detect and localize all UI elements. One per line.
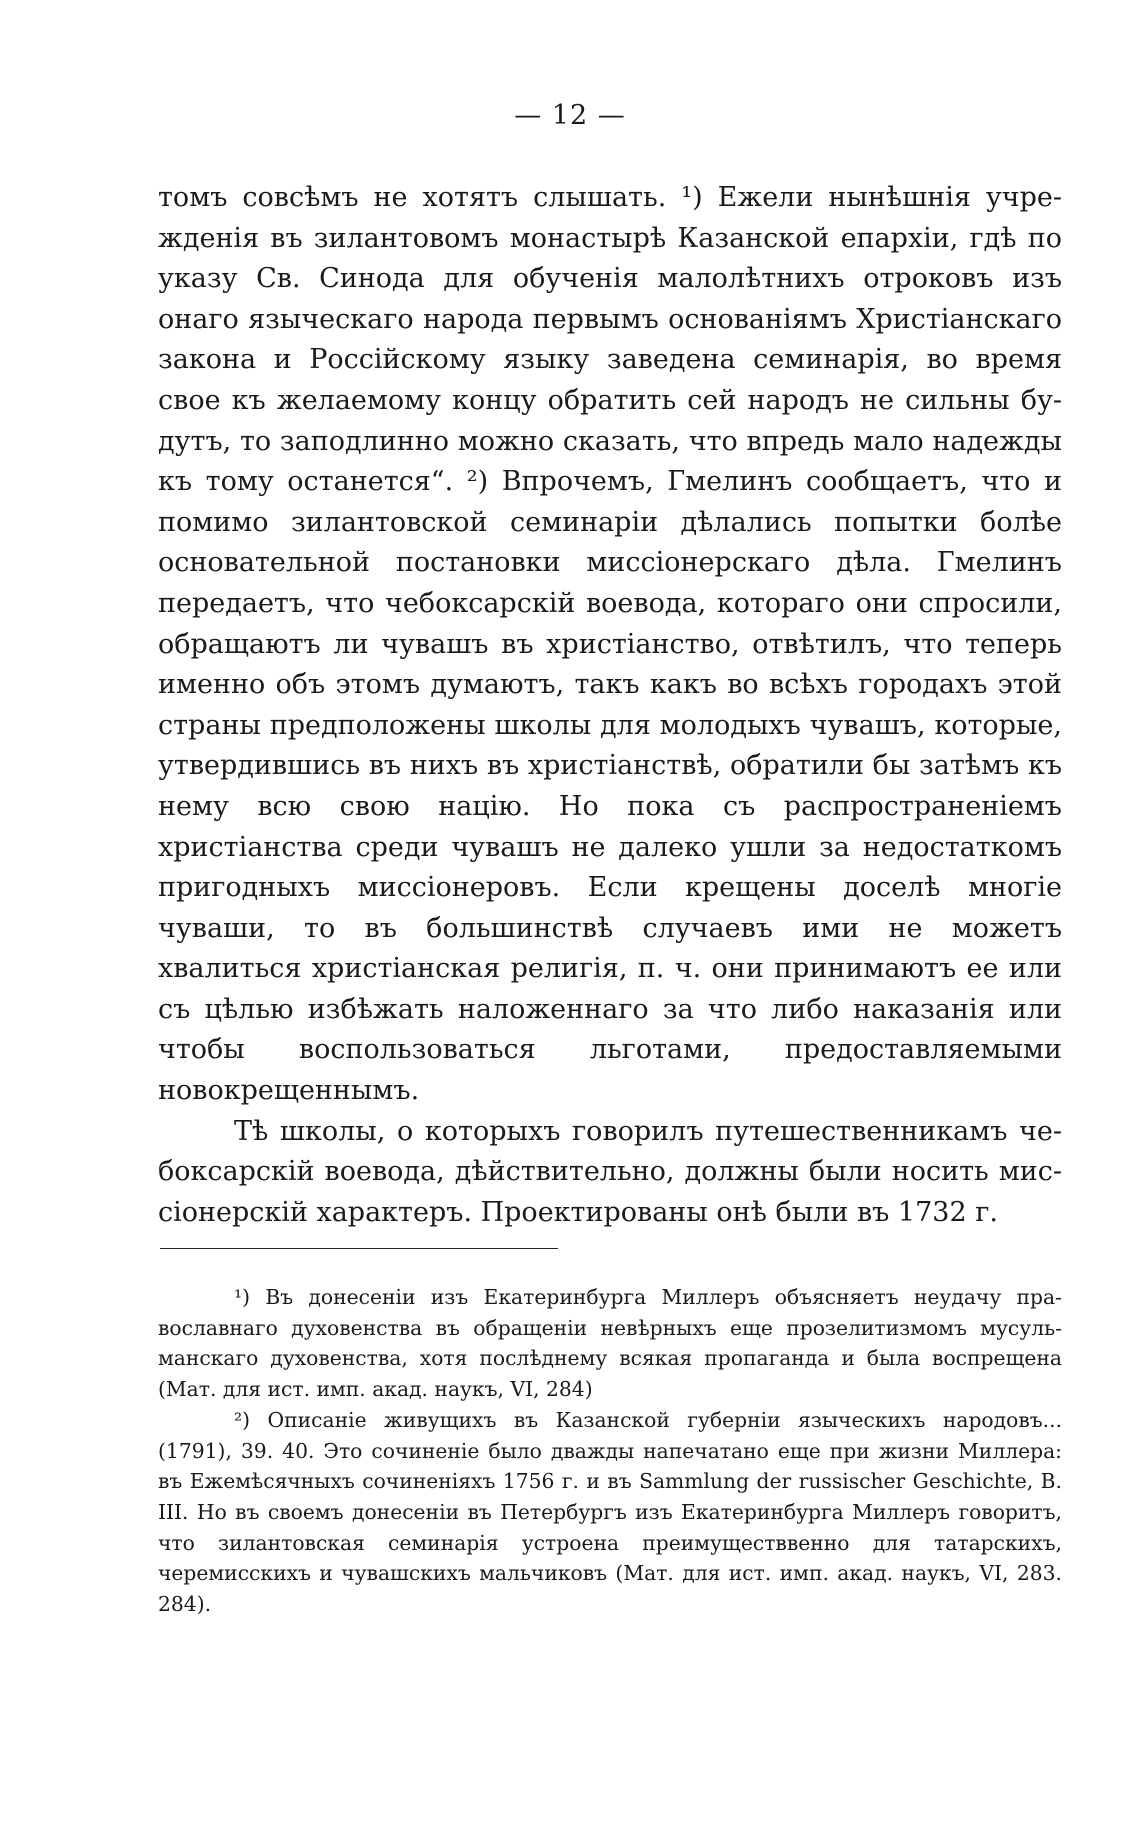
paragraph-1: томъ совсѣмъ не хотятъ слышать. ¹) Ежели нынѣшнія учрежденія въ зилантовомъ монастырѣ Казанской епархіи, гдѣ по указу Св. Синода для обученія малолѣтнихъ отроковъ изъ онаго языческаго народа первымъ основаніямъ Христіанскаго закона и Россійскому языку заведена семинарія, во время свое къ желаемому концу обратить сей народъ не сильны будутъ, то заподлинно можно сказать, что впредь мало надежды къ тому останется“. ²) Впрочемъ, Гмелинъ сообщаетъ, что и помимо зилантовской семинаріи дѣлались попытки болѣе основательной постановки миссіонерскаго дѣла. Гмелинъ передаетъ, что чебоксарскій воевода, котораго они спросили, обращаютъ ли чувашъ въ христіанство, отвѣтилъ, что теперь именно объ этомъ думаютъ, такъ какъ во всѣхъ городахъ этой страны предположены школы для молодыхъ чувашъ, которые, утвердившись въ нихъ въ христіанствѣ, обратили бы затѣмъ къ нему всю свою націю. Но пока съ распространеніемъ христіанства среди чувашъ не далеко ушли за недостаткомъ пригодныхъ миссіонеровъ. Если крещены доселѣ многіе чуваши, то въ большинствѣ случаевъ ими не можетъ хвалиться христіанская религія, п. ч. они принимаютъ ее или съ цѣлью избѣжать наложеннаго за что либо наказанія или чтобы воспользоваться льготами, предоставляемыми новокрещеннымъ. xyxy=(158,182,1062,1107)
page-number: — 12 — xyxy=(514,100,626,131)
main-text xyxy=(158,178,1062,1233)
paragraph-2: Тѣ школы, о которыхъ говорилъ путешественникамъ чебоксарскій воевода, дѣйствительно, должны были носить миссіонерскій характеръ. Проектированы онѣ были въ 1732 г. xyxy=(158,1115,1062,1228)
footnotes xyxy=(158,1282,1062,1620)
footnote-2: ²) Описаніе живущихъ въ Казанской губерніи языческихъ народовъ... (1791), 39. 40. Это сочиненіе было дважды напечатано еще при жизни Миллера: въ Ежемѣсячныхъ сочиненіяхъ 1756 г. и въ Sammlung der russischer Geschichte, B. III. Но въ своемъ донесеніи въ Петербургъ изъ Екатеринбурга Миллеръ говоритъ, что зилантовская семинарія устроена преимуществвенно для татарскихъ, черемисскихъ и чувашскихъ мальчиковъ (Мат. для ист. имп. акад. наукъ, VI, 283. 284). xyxy=(158,1407,1062,1617)
footnote-1: ¹) Въ донесеніи изъ Екатеринбурга Миллеръ объясняетъ неудачу православнаго духовенства въ обращеніи невѣрныхъ еще прозелитизмомъ мусульманскаго духовенства, хотя послѣднему всякая пропаганда и была воспрещена (Мат. для ист. имп. акад. наукъ, VI, 284) xyxy=(158,1285,1062,1402)
footnote-separator xyxy=(160,1248,558,1249)
